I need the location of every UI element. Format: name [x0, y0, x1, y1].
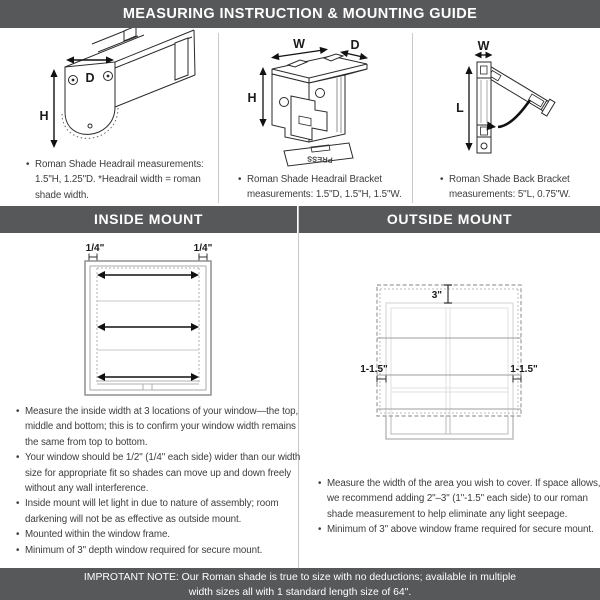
press-label: PRESS	[306, 154, 333, 165]
bullet-marker: •	[26, 159, 30, 170]
important-note-line1: IMPROTANT NOTE: Our Roman shade is true to size with no deductions; available in multiple	[83, 572, 517, 583]
headrail-diagram	[8, 28, 208, 160]
bullet-marker: •	[238, 174, 242, 185]
right-gap-label: 1/4"	[193, 243, 213, 254]
gap-markers	[89, 254, 207, 261]
bullet-line: Mounted within the window frame.	[25, 529, 170, 541]
bullet-line: measurements: 5"L, 0.75"W.	[449, 189, 571, 201]
headrail-bracket-caption	[238, 172, 402, 203]
bullet-line: Measure the inside width at 3 locations of your window—the top,	[25, 406, 299, 417]
bullet-line: Minimum of 3" above window frame required for secure mount.	[327, 524, 594, 536]
bullet-item	[318, 476, 600, 522]
bullet-marker: •	[16, 498, 20, 510]
bullet-marker: •	[16, 544, 20, 556]
width-label: W	[477, 40, 490, 53]
bullet-line: the same from top to bottom.	[25, 436, 148, 448]
column-divider	[218, 33, 219, 203]
bullet-line: Measure the width of the area you wish to cover. If space allows,	[327, 478, 600, 489]
bullet-item	[16, 496, 300, 527]
bullet-marker: •	[318, 478, 322, 489]
bullet-item	[26, 157, 204, 203]
width-measure-arrows	[97, 271, 199, 381]
back-bracket-diagram	[440, 40, 590, 165]
outside-mount-bullets	[318, 476, 600, 538]
bullet-line: without any wall interference.	[25, 483, 149, 495]
bullet-line: shade width.	[35, 189, 89, 201]
rotation-arrow	[487, 100, 530, 131]
depth-label: D	[350, 38, 360, 52]
bullet-item	[318, 522, 600, 537]
bullet-line: Roman Shade Back Bracket	[449, 174, 570, 185]
page-title: MEASURING INSTRUCTION & MOUNTING GUIDE	[0, 0, 600, 28]
bullet-line: Minimum of 3" depth window required for secure mount.	[25, 544, 263, 556]
outside-mount-figure	[355, 275, 555, 447]
important-note	[0, 568, 600, 600]
bullet-line: size for appropriate fit so shades can move up and down freely	[25, 467, 292, 479]
shade-edges	[97, 268, 199, 383]
bullet-marker: •	[16, 406, 20, 417]
bullet-line: shade measurement to help eliminate any light seepage.	[327, 508, 568, 520]
length-label: L	[456, 101, 464, 115]
headrail-caption	[26, 157, 204, 203]
left-gap-label: 1/4"	[85, 243, 105, 254]
top-gap-label: 3"	[431, 290, 442, 301]
bullet-line: measurements: 1.5"D, 1.5"H, 1.5"W.	[247, 189, 402, 201]
bullet-line: 1.5"H, 1.25"D. *Headrail width = roman	[35, 174, 201, 186]
bullet-line: we recommend adding 2"–3" (1"-1.5" each side) to our roman	[327, 493, 588, 505]
shade-overlay	[377, 285, 521, 416]
height-label: H	[247, 91, 257, 105]
inside-mount-header: INSIDE MOUNT	[0, 206, 297, 233]
inside-mount-figure	[80, 240, 222, 398]
bullet-item	[16, 450, 300, 496]
height-label: H	[39, 109, 49, 123]
bullet-line: middle and bottom; this is to confirm your window width remains	[25, 421, 296, 433]
bullet-item	[238, 172, 402, 203]
left-gap-label: 1-1.5"	[360, 364, 388, 375]
depth-label: D	[85, 71, 95, 85]
bullet-line: Roman Shade Headrail Bracket	[247, 174, 382, 185]
bullet-line: Roman Shade Headrail measurements:	[35, 159, 204, 170]
column-divider	[412, 33, 413, 203]
bullet-item	[16, 543, 300, 558]
bullet-line: Your window should be 1/2" (1/4" each side) wider than our width	[25, 452, 301, 464]
bullet-marker: •	[440, 174, 444, 185]
bullet-item	[16, 404, 300, 450]
bracket-bar	[477, 62, 491, 153]
headrail-drawing	[62, 28, 195, 138]
inside-mount-bullets	[16, 404, 300, 558]
headrail-bracket-diagram	[225, 38, 410, 168]
bullet-item	[440, 172, 570, 203]
outside-mount-header: OUTSIDE MOUNT	[299, 206, 600, 233]
back-bracket-caption	[440, 172, 570, 203]
bullet-marker: •	[16, 529, 20, 541]
important-note-line2: width sizes all with 1 standard length size of 64".	[188, 587, 412, 598]
width-label: W	[293, 38, 305, 51]
bullet-item	[16, 527, 300, 542]
right-gap-label: 1-1.5"	[510, 364, 538, 375]
bullet-marker: •	[318, 524, 322, 536]
bullet-line: Inside mount will let light in due to nature of assembly; room	[25, 498, 279, 510]
bullet-line: darkening will not be as effective as outside mount.	[25, 513, 242, 525]
bullet-marker: •	[16, 452, 20, 464]
bracket-drawing	[272, 54, 367, 166]
